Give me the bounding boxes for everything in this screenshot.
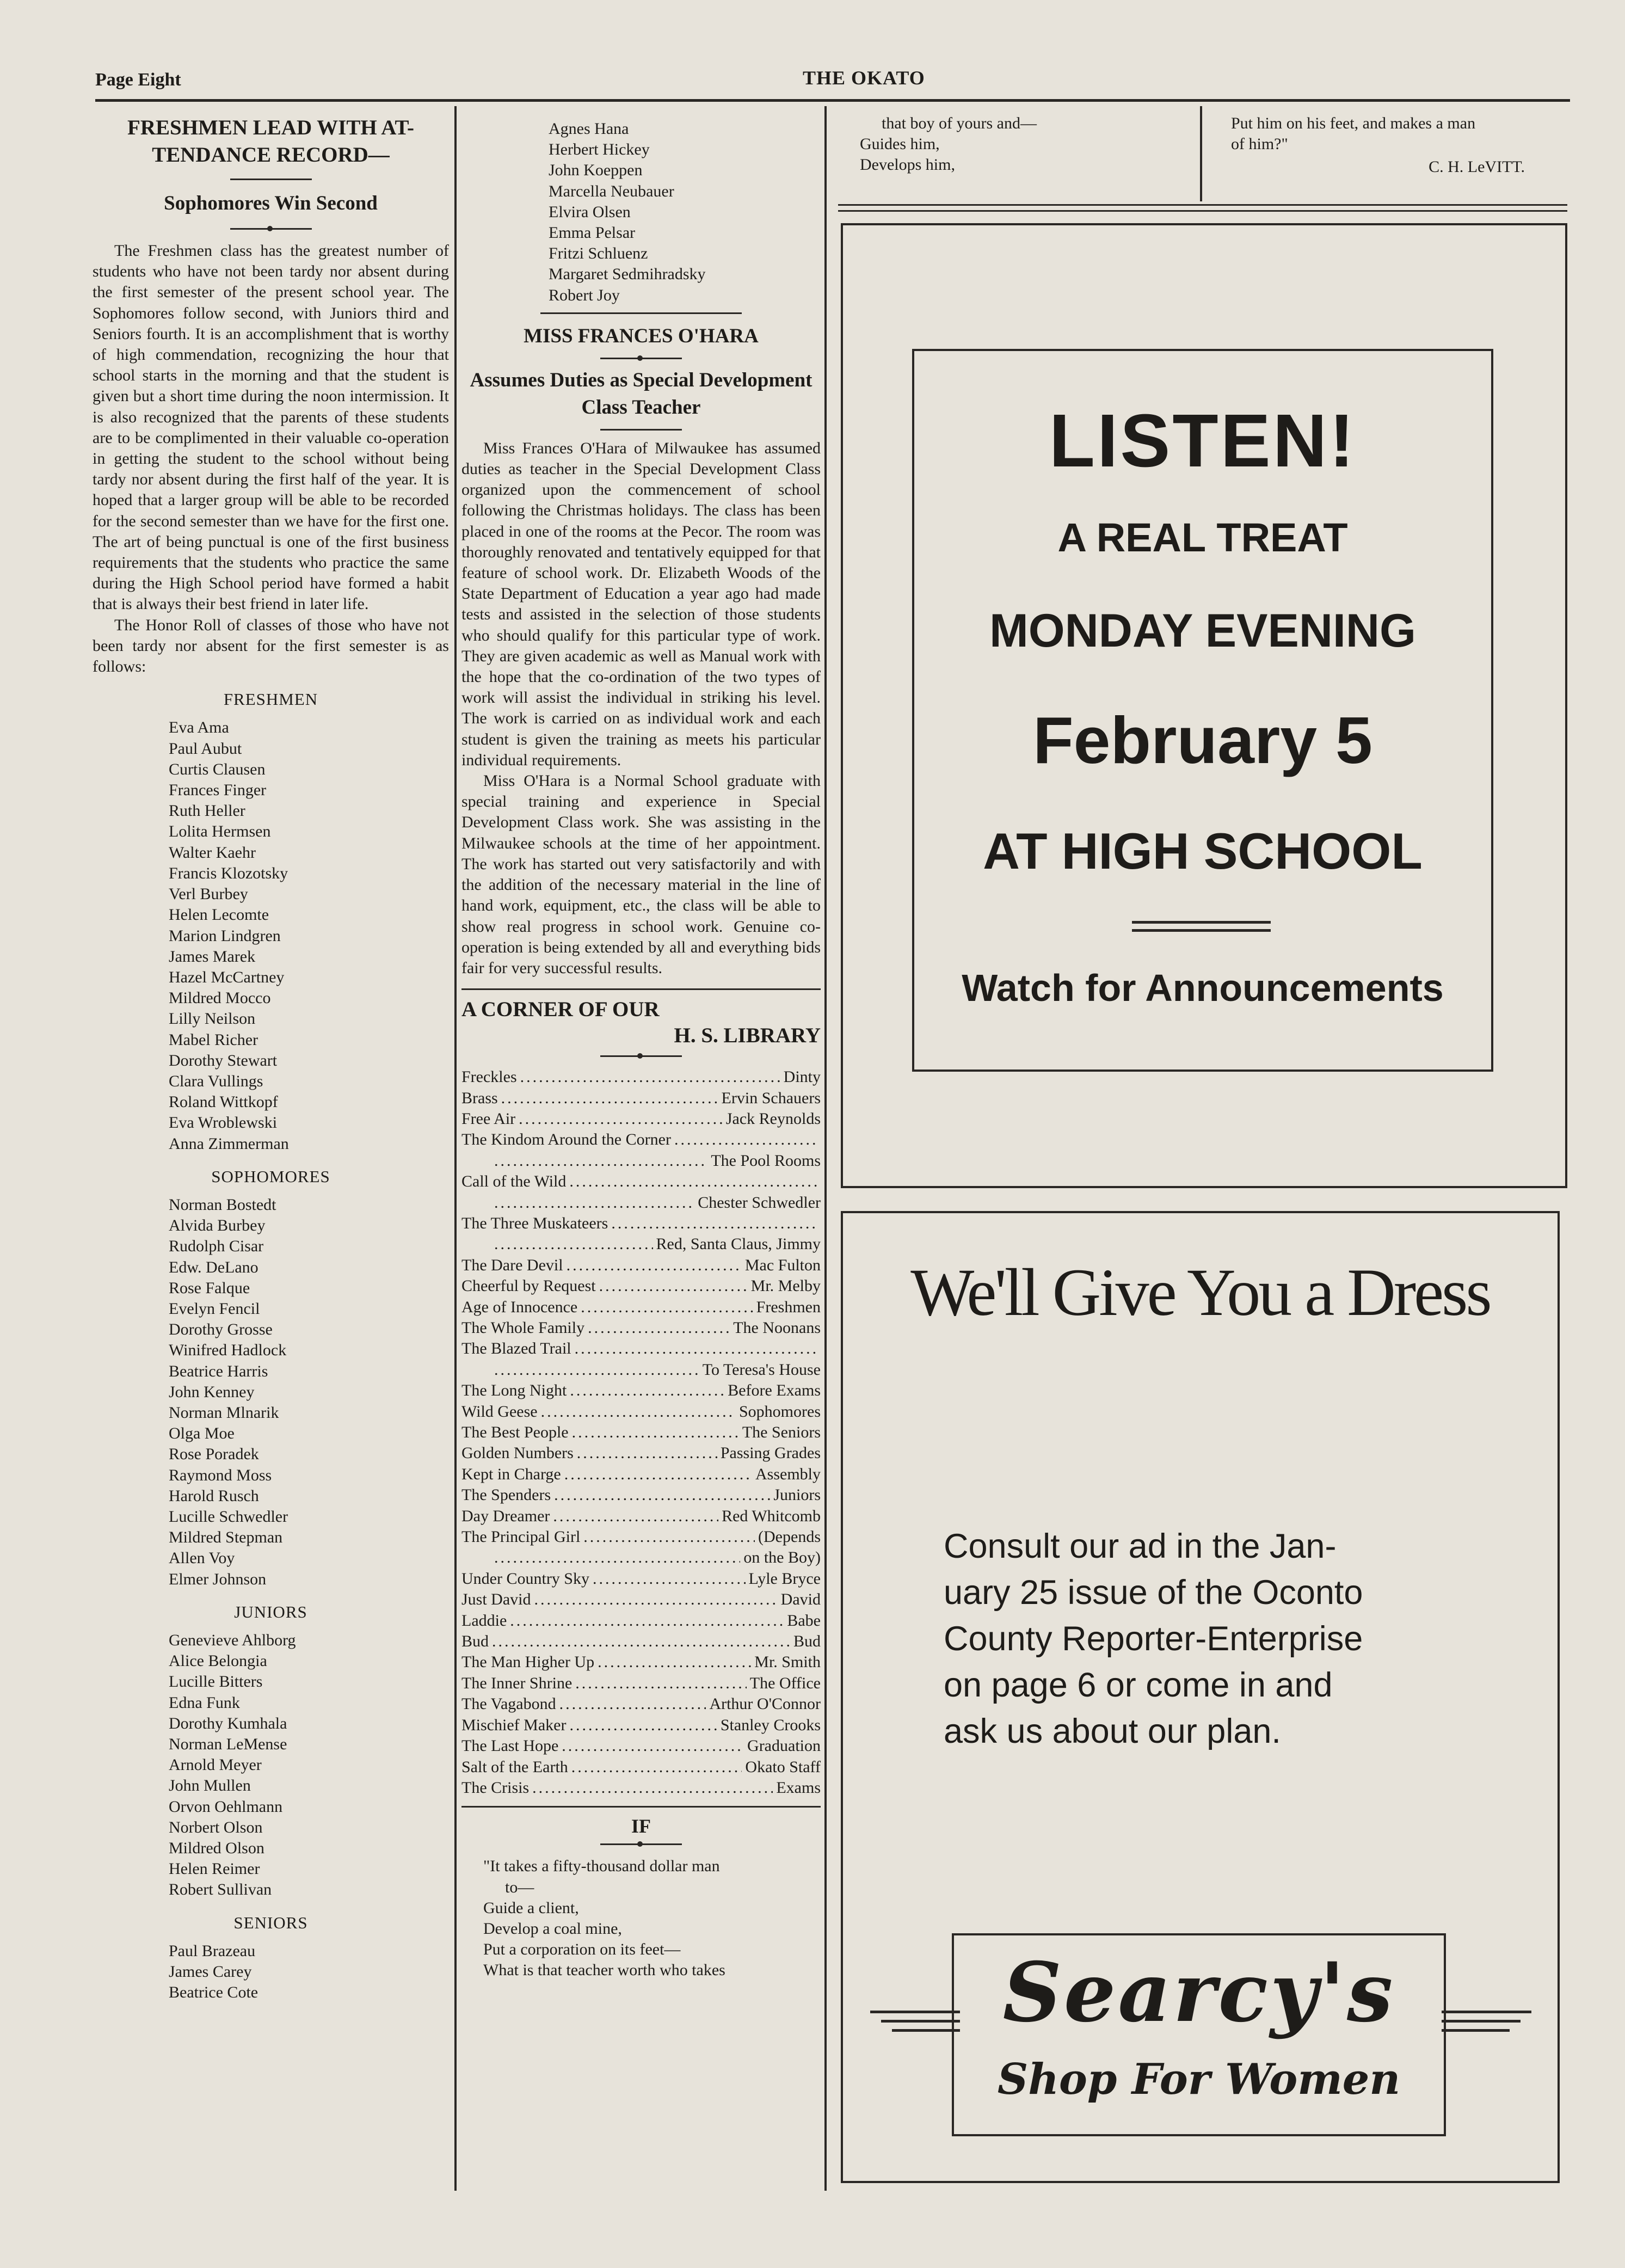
honor-roll-name: Hazel McCartney (169, 968, 285, 986)
honor-roll-name: Lucille Schwedler (169, 1507, 288, 1526)
honor-roll-name: Beatrice Harris (169, 1362, 268, 1380)
honor-roll-name: Mildred Stepman (169, 1528, 283, 1547)
honor-roll-name: Rose Poradek (169, 1445, 259, 1464)
library-match: Mr. Smith (754, 1653, 821, 1671)
poem-line: to— (505, 1878, 534, 1896)
library-match: Okato Staff (745, 1757, 821, 1776)
leader-dots (588, 1318, 730, 1338)
column-rule-1 (454, 106, 457, 2191)
ohara-subhead: Assumes Duties as Special Development Class Teacher (470, 368, 812, 419)
leader-dots (570, 1380, 724, 1401)
subhead-rule (230, 228, 312, 230)
library-match: The Pool Rooms (711, 1151, 821, 1170)
juniors-list (93, 1630, 449, 1901)
library-title: The Long Night (461, 1381, 567, 1400)
class-title-juniors: JUNIORS (234, 1602, 307, 1621)
honor-roll-name: Arnold Meyer (169, 1756, 262, 1774)
library-match: Lyle Bryce (748, 1569, 821, 1588)
listen-line-date: February 5 (1033, 703, 1372, 777)
leader-dots (494, 1151, 707, 1171)
dress-body-line: Consult our ad in the Jan- (944, 1527, 1337, 1565)
ad-top-rule-2 (838, 210, 1567, 212)
honor-roll-name: Helen Lecomte (169, 906, 269, 924)
headline-rule (230, 179, 312, 180)
logo-rule-left-2 (881, 2020, 960, 2023)
dress-body (944, 1523, 1488, 1755)
library-match: Passing Grades (720, 1444, 821, 1462)
library-title: Cheerful by Request (461, 1277, 596, 1295)
library-title: Free Air (461, 1109, 516, 1128)
honor-roll-name: Lolita Hermsen (169, 822, 271, 841)
class-title-sophomores: SOPHOMORES (211, 1166, 330, 1186)
poem-part-3 (1209, 113, 1568, 178)
column-two (461, 119, 821, 1981)
listen-line-watch: Watch for Announcements (962, 967, 1444, 1009)
honor-roll-name: Marcella Neubauer (549, 182, 674, 200)
listen-line-school: AT HIGH SCHOOL (983, 822, 1423, 880)
honor-roll-name: Francis Klozotsky (169, 864, 288, 882)
honor-roll-name: Ruth Heller (169, 802, 245, 820)
column-rule-2 (824, 106, 827, 2191)
honor-roll-name: Paul Aubut (169, 739, 242, 758)
poem-line: Put him on his feet, and makes a man (1231, 114, 1476, 132)
leader-dots (541, 1402, 736, 1422)
library-row (461, 1715, 821, 1736)
seniors-list-continued (461, 119, 821, 306)
library-match: Mr. Melby (750, 1277, 821, 1295)
logo-rule-right-3 (1442, 2029, 1510, 2032)
honor-roll-name: Walter Kaehr (169, 843, 256, 862)
page-number: Page Eight (95, 70, 181, 90)
honor-roll-name: Edw. DeLano (169, 1258, 258, 1276)
listen-headline: LISTEN! (1049, 399, 1357, 483)
logo-rule-right-2 (1442, 2020, 1521, 2023)
library-match: Babe (787, 1611, 821, 1630)
library-match: Sophomores (739, 1402, 821, 1421)
library-title: The Kindom Around the Corner (461, 1130, 671, 1149)
honor-roll-name: Verl Burbey (169, 885, 248, 903)
library-match: Bud (793, 1632, 821, 1651)
poem-title: IF (631, 1815, 651, 1837)
honor-roll-name: Fritzi Schluenz (549, 244, 648, 263)
library-match: David (780, 1590, 821, 1609)
library-title: The Dare Devil (461, 1256, 563, 1274)
library-match: Dinty (783, 1068, 821, 1086)
leader-dots (572, 1422, 739, 1443)
leader-dots (562, 1736, 744, 1756)
honor-roll-name: Helen Reimer (169, 1860, 260, 1878)
honor-roll-name: Norman Mlnarik (169, 1403, 279, 1422)
library-title: Kept in Charge (461, 1465, 561, 1483)
library-row (461, 1380, 821, 1401)
leader-dots (564, 1464, 752, 1485)
seniors-list (93, 1941, 449, 2003)
library-title: The Inner Shrine (461, 1674, 573, 1692)
column-rule-3 (1200, 106, 1202, 201)
library-row (461, 1171, 821, 1192)
leader-dots (575, 1338, 817, 1359)
ohara-headline: MISS FRANCES O'HARA (524, 324, 759, 347)
library-match: To Teresa's House (702, 1360, 821, 1379)
honor-roll-name: Mildred Mocco (169, 989, 271, 1007)
library-title: The Blazed Trail (461, 1339, 571, 1358)
honor-roll-name: Paul Brazeau (169, 1941, 256, 1960)
leader-dots (494, 1547, 740, 1568)
library-match: Stanley Crooks (720, 1716, 821, 1734)
leader-dots (494, 1360, 699, 1380)
library-row (461, 1736, 821, 1756)
leader-dots (520, 1067, 780, 1087)
library-row (461, 1422, 821, 1443)
honor-roll-name: Emma Pelsar (549, 224, 636, 242)
poem-rule (600, 1843, 682, 1845)
library-title: The Last Hope (461, 1737, 559, 1755)
leader-dots (593, 1569, 746, 1589)
library-title: The Principal Girl (461, 1528, 581, 1546)
shop-tagline: Shop For Women (997, 2055, 1401, 2104)
poem-line: Guide a client, (483, 1898, 579, 1917)
library-title: The Vagabond (461, 1695, 556, 1713)
listen-rule-2 (1132, 929, 1271, 932)
attendance-article (93, 114, 449, 2003)
library-row (461, 1255, 821, 1276)
library-row (461, 1151, 821, 1171)
leader-dots (569, 1715, 717, 1736)
dress-ad (841, 1211, 1560, 2183)
library-match: on the Boy) (743, 1548, 821, 1567)
honor-roll-name: Frances Finger (169, 781, 267, 800)
library-row (461, 1213, 821, 1234)
honor-roll-name: James Carey (169, 1963, 252, 1981)
honor-roll-name: Olga Moe (169, 1424, 235, 1443)
class-title-freshmen: FRESHMEN (223, 690, 318, 709)
leader-dots (583, 1527, 755, 1547)
library-row (461, 1485, 821, 1505)
honor-roll-name: Dorothy Grosse (169, 1320, 273, 1339)
poem-part-1 (461, 1856, 821, 1981)
honor-roll-name: Lucille Bitters (169, 1673, 263, 1691)
honor-roll-name: Anna Zimmerman (169, 1134, 289, 1153)
library-title: Laddie (461, 1611, 507, 1630)
library-match: Chester Schwedler (698, 1193, 821, 1212)
honor-roll-name: Orvon Oehlmann (169, 1797, 283, 1816)
library-match: The Seniors (742, 1423, 821, 1442)
library-row (461, 1589, 821, 1610)
library-row (461, 1088, 821, 1109)
library-title: Call of the Wild (461, 1172, 567, 1191)
library-row (461, 1276, 821, 1296)
library-title: Wild Geese (461, 1402, 538, 1421)
poem-line: that boy of yours and— (882, 114, 1037, 132)
attendance-paragraph-2: The Honor Roll of classes of those who have not been tardy nor absent for the first semester is as follows: (93, 616, 449, 676)
honor-roll-name: Elmer Johnson (169, 1570, 267, 1588)
attendance-paragraph-1: The Freshmen class has the greatest number of students who have not been tardy nor absent during the first semester of the present school year. The Sophomores follow second, with Juniors third and Seniors fourth. It is an accomplishment that is worthy of high commendation, recognizing the hour that school starts in the morning and that the student is given but a short time during the noon intermission. It is also recognized that the parents of these students are to be complimented in their valuable co-operation in getting the student to the school without being tardy nor absent during the first half of the year. It is hoped that a larger group will be able to be recorded for the second semester than we have for the first one. The art of being punctual is one of the first business requirements that the students who practice the same during the High School period have formed a habit that is always their best friend in later life. (93, 242, 449, 613)
listen-rule-1 (1132, 921, 1271, 924)
library-match: (Depends (758, 1528, 821, 1546)
library-title: The Crisis (461, 1778, 530, 1797)
honor-roll-name: Robert Joy (549, 286, 620, 304)
honor-roll-name: Eva Ama (169, 718, 229, 737)
attendance-subhead: Sophomores Win Second (164, 192, 378, 214)
logo-rule-left-3 (892, 2029, 960, 2032)
library-title: Bud (461, 1632, 489, 1651)
library-row (461, 1129, 821, 1150)
ad-top-rule-1 (838, 204, 1567, 206)
honor-roll-name: Eva Wroblewski (169, 1114, 278, 1132)
poem-line: of him?" (1231, 135, 1288, 153)
library-match: Jack Reynolds (725, 1109, 821, 1128)
dress-body-line: County Reporter-Enterprise (944, 1620, 1363, 1658)
library-match: Exams (776, 1778, 821, 1797)
library-match: Freshmen (756, 1298, 821, 1316)
listen-ad-inner-frame (912, 349, 1493, 1072)
poem-line: Develops him, (860, 156, 955, 174)
poem-line: Develop a coal mine, (483, 1919, 622, 1938)
library-match: Arthur O'Connor (709, 1695, 821, 1713)
library-row (461, 1611, 821, 1631)
library-row (461, 1297, 821, 1318)
library-title: The Three Muskateers (461, 1214, 608, 1232)
listen-line-evening: MONDAY EVENING (989, 605, 1416, 657)
library-rule (600, 1055, 682, 1057)
honor-roll-name: Dorothy Kumhala (169, 1714, 287, 1732)
library-title: Brass (461, 1089, 498, 1107)
logo-rule-left-1 (870, 2011, 960, 2013)
leader-dots (519, 1109, 723, 1129)
library-match: Mac Fulton (744, 1256, 821, 1274)
leader-dots (599, 1276, 748, 1296)
library-row (461, 1464, 821, 1485)
honor-roll-name: Evelyn Fencil (169, 1299, 260, 1318)
leader-dots (611, 1213, 817, 1234)
honor-roll-name: Curtis Clausen (169, 760, 266, 778)
leader-dots (532, 1778, 773, 1798)
divider (461, 988, 821, 990)
honor-roll-name: Rose Falque (169, 1279, 250, 1297)
library-title: Freckles (461, 1068, 517, 1086)
honor-roll-name: Winifred Hadlock (169, 1341, 287, 1360)
ohara-paragraph-2: Miss O'Hara is a Normal School graduate with special training and experience in Special Development Class work. She was assisting in the Milwaukee schools at the time of her appointment. The work has started out very satisfactorily and with the addition of the necessary material in the line of hand work, equipment, etc., the class will be able to show real progress in school work. Genuine co-operation is being extended by all and everything bids fair for very successful results. (461, 772, 821, 977)
leader-dots (569, 1171, 817, 1192)
honor-roll-name: Allen Voy (169, 1549, 235, 1568)
library-title: Salt of the Earth (461, 1757, 568, 1776)
library-row (461, 1652, 821, 1673)
honor-roll-name: Alvida Burbey (169, 1216, 266, 1235)
honor-roll-name: Agnes Hana (549, 120, 629, 138)
library-row (461, 1234, 821, 1255)
divider (461, 1806, 821, 1808)
ohara-paragraph-1: Miss Frances O'Hara of Milwaukee has assumed duties as teacher in the Special Development Class organized upon the commencement of school following the Christmas holidays. The class has been placed in one of the rooms at the Pecor. The room was thoroughly renovated and tentatively equipped for that feature of school work. Dr. Elizabeth Woods of the State Department of Education a year ago had made tests and assisted in the selection of those students who should qualify for this particular type of work. They are given academic as well as Manual work with the hope that the co-ordination of the two types of work will assist the individual in striking his level. The work is carried on as individual work and each student is given the training as meets his particular individual requirements. (461, 439, 821, 769)
divider (540, 312, 742, 314)
poem-line: Put a corporation on its feet— (483, 1940, 681, 1959)
library-row (461, 1402, 821, 1422)
honor-roll-name: Robert Sullivan (169, 1880, 272, 1899)
leader-dots (553, 1506, 718, 1527)
library-match: The Office (749, 1674, 821, 1692)
library-title: Golden Numbers (461, 1444, 574, 1462)
leader-dots (494, 1234, 653, 1255)
freshmen-list (93, 717, 449, 1154)
honor-roll-name: Herbert Hickey (549, 140, 650, 159)
library-title: The Whole Family (461, 1318, 585, 1337)
dress-headline: We'll Give You a Dress (910, 1255, 1490, 1330)
honor-roll-name: Lilly Neilson (169, 1010, 256, 1028)
library-title: The Best People (461, 1423, 569, 1442)
library-row (461, 1443, 821, 1464)
library-row (461, 1360, 821, 1380)
honor-roll-name: John Mullen (169, 1777, 251, 1795)
library-row (461, 1527, 821, 1547)
honor-roll-name: Clara Vullings (169, 1072, 263, 1090)
library-title: The Spenders (461, 1486, 551, 1504)
header-rule (95, 99, 1570, 102)
library-match: Graduation (747, 1737, 821, 1755)
leader-dots (598, 1652, 751, 1673)
attendance-headline: FRESHMEN LEAD WITH AT- TENDANCE RECORD— (127, 116, 414, 167)
leader-dots (577, 1443, 717, 1464)
dress-body-line: ask us about our plan. (944, 1712, 1281, 1750)
honor-roll-name: Edna Funk (169, 1693, 240, 1712)
poem-line: What is that teacher worth who takes (483, 1961, 725, 1980)
honor-roll-name: Raymond Moss (169, 1466, 272, 1484)
listen-line-treat: A REAL TREAT (1057, 515, 1348, 560)
honor-roll-name: Harold Rusch (169, 1486, 259, 1505)
honor-roll-name: Rudolph Cisar (169, 1237, 264, 1256)
honor-roll-name: Alice Belongia (169, 1652, 267, 1670)
listen-ad (841, 223, 1567, 1188)
honor-roll-name: Marion Lindgren (169, 926, 281, 945)
honor-roll-name: James Marek (169, 947, 256, 966)
honor-roll-name: John Koeppen (549, 161, 643, 180)
library-title: Under Country Sky (461, 1569, 589, 1588)
leader-dots (674, 1129, 817, 1150)
library-title: Mischief Maker (461, 1716, 567, 1734)
honor-roll-name: Norman Bostedt (169, 1195, 276, 1214)
honor-roll-name: Beatrice Cote (169, 1983, 258, 2002)
library-match: Ervin Schauers (721, 1089, 821, 1107)
ohara-rule (600, 358, 682, 359)
library-row (461, 1338, 821, 1359)
library-match: The Noonans (733, 1318, 821, 1337)
library-row (461, 1673, 821, 1694)
library-row (461, 1778, 821, 1798)
leader-dots (567, 1255, 742, 1276)
leader-dots (510, 1611, 784, 1631)
sophomores-list (93, 1195, 449, 1590)
library-row (461, 1109, 821, 1129)
honor-roll-name: Norman LeMense (169, 1735, 287, 1754)
leader-dots (581, 1297, 753, 1318)
library-row (461, 1506, 821, 1527)
library-row (461, 1631, 821, 1652)
library-title: Age of Innocence (461, 1298, 578, 1316)
leader-dots (575, 1673, 747, 1694)
honor-roll-name: John Kenney (169, 1382, 255, 1401)
honor-roll-name: Genevieve Ahlborg (169, 1631, 296, 1649)
library-title: The Man Higher Up (461, 1653, 595, 1671)
honor-roll-name: Roland Wittkopf (169, 1093, 278, 1111)
poem-line: Guides him, (860, 135, 940, 153)
leader-dots (501, 1088, 718, 1109)
ohara-subhead-rule (600, 429, 682, 431)
dress-body-line: uary 25 issue of the Oconto (944, 1574, 1363, 1612)
library-row (461, 1547, 821, 1568)
library-row (461, 1067, 821, 1087)
library-headline-1: A CORNER OF OUR (461, 998, 660, 1022)
honor-roll-name: Mildred Olson (169, 1839, 264, 1858)
leader-dots (494, 1193, 694, 1213)
library-match: Assembly (755, 1465, 821, 1483)
poem-line: "It takes a fifty-thousand dollar man (483, 1857, 720, 1876)
library-match: Before Exams (728, 1381, 821, 1400)
library-headline-2: H. S. LIBRARY (674, 1024, 821, 1048)
paper-name: THE OKATO (803, 67, 925, 89)
library-title: Day Dreamer (461, 1507, 550, 1525)
library-title: Just David (461, 1590, 531, 1609)
leader-dots (492, 1631, 790, 1652)
library-row (461, 1757, 821, 1778)
leader-dots (534, 1589, 778, 1610)
dress-body-line: on page 6 or come in and (944, 1666, 1333, 1704)
library-row (461, 1569, 821, 1589)
library-list (461, 1067, 821, 1798)
honor-roll-name: Mabel Richer (169, 1030, 258, 1049)
library-match: Red, Santa Claus, Jimmy (656, 1235, 821, 1253)
library-row (461, 1318, 821, 1338)
poem-author: C. H. LeVITT. (1429, 158, 1525, 176)
library-row (461, 1193, 821, 1213)
leader-dots (571, 1757, 742, 1778)
logo-rule-right-1 (1442, 2011, 1531, 2013)
leader-dots (559, 1694, 706, 1714)
library-row (461, 1694, 821, 1714)
shop-name: Searcy's (1002, 1945, 1395, 2040)
honor-roll-name: Dorothy Stewart (169, 1051, 278, 1070)
honor-roll-name: Margaret Sedmihradsky (549, 265, 706, 284)
shop-logo-box (952, 1933, 1446, 2136)
leader-dots (554, 1485, 770, 1505)
poem-part-2 (838, 113, 1195, 176)
honor-roll-name: Norbert Olson (169, 1818, 263, 1836)
honor-roll-name: Elvira Olsen (549, 202, 631, 221)
library-match: Red Whitcomb (722, 1507, 821, 1525)
class-title-seniors: SENIORS (233, 1913, 308, 1932)
library-match: Juniors (773, 1486, 821, 1504)
